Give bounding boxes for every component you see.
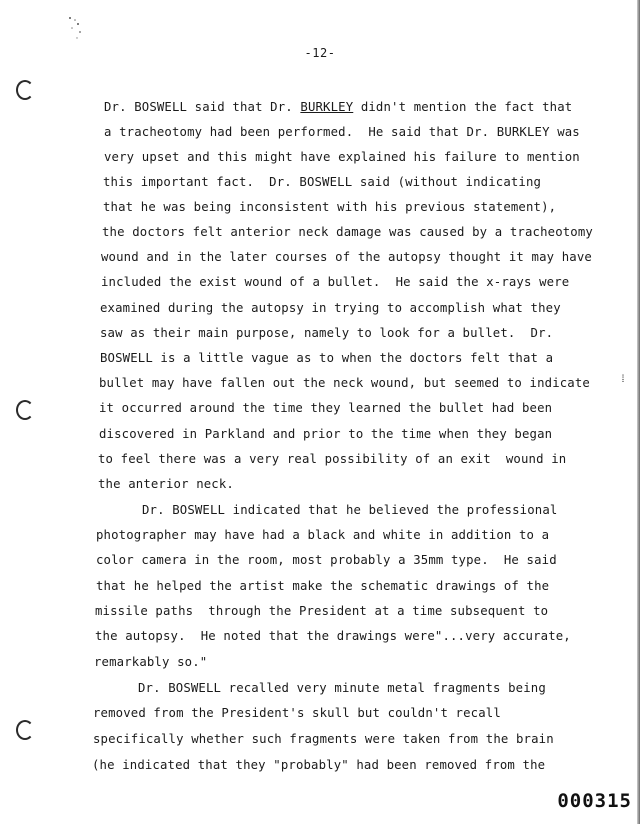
text-line: discovered in Parkland and prior to the time when they began: [99, 427, 553, 441]
text-line: that he helped the artist make the schematic drawings of the: [96, 579, 550, 593]
text-line: this important fact. Dr. BOSWELL said (without indicating: [103, 175, 542, 189]
text-line: included the exist wound of a bullet. He said the x-rays were: [101, 275, 570, 289]
text-line: BOSWELL is a little vague as to when the doctors felt that a: [100, 351, 554, 365]
text-line: missile paths through the President at a time subsequent to: [95, 604, 549, 618]
text-line: Dr. BOSWELL recalled very minute metal fragments being: [138, 681, 546, 695]
punch-hole: [16, 720, 34, 740]
text-line: remarkably so.": [94, 655, 208, 669]
punch-hole: [16, 400, 34, 420]
margin-mark: ⁞: [620, 374, 627, 385]
text-line: it occurred around the time they learned the bullet had been: [99, 401, 553, 415]
text-line: the autopsy. He noted that the drawings were"...very accurate,: [95, 629, 571, 643]
text-line: to feel there was a very real possibility of an exit wound in: [98, 452, 567, 466]
page-number: -12-: [304, 46, 336, 60]
punch-hole: [16, 80, 34, 100]
text-line: bullet may have fallen out the neck wound, but seemed to indicate: [99, 376, 590, 390]
scan-smudge: [66, 14, 88, 44]
underlined-name: BURKLEY: [300, 100, 354, 114]
text-line: removed from the President's skull but couldn't recall: [93, 706, 501, 720]
text-line: that he was being inconsistent with his previous statement),: [103, 200, 557, 214]
text-line: (he indicated that they "probably" had been removed from the: [92, 758, 546, 772]
text-line: the anterior neck.: [98, 477, 234, 491]
bates-stamp: 000315: [557, 790, 632, 812]
text-line: a tracheotomy had been performed. He said that Dr. BURKLEY was: [104, 125, 580, 139]
text-line: Dr. BOSWELL said that Dr. BURKLEY didn't mention the fact that: [104, 100, 573, 114]
text-line: very upset and this might have explained his failure to mention: [104, 150, 580, 164]
text-line: Dr. BOSWELL indicated that he believed the professional: [142, 503, 558, 517]
text-line: the doctors felt anterior neck damage was caused by a tracheotomy: [102, 225, 593, 239]
text-line: examined during the autopsy in trying to accomplish what they: [100, 301, 561, 315]
text-line: color camera in the room, most probably a 35mm type. He said: [96, 553, 557, 567]
text-line: specifically whether such fragments were taken from the brain: [93, 732, 554, 746]
text-line: wound and in the later courses of the autopsy thought it may have: [101, 250, 592, 264]
text-line: saw as their main purpose, namely to look for a bullet. Dr.: [100, 326, 554, 340]
text-line: photographer may have had a black and white in addition to a: [96, 528, 550, 542]
